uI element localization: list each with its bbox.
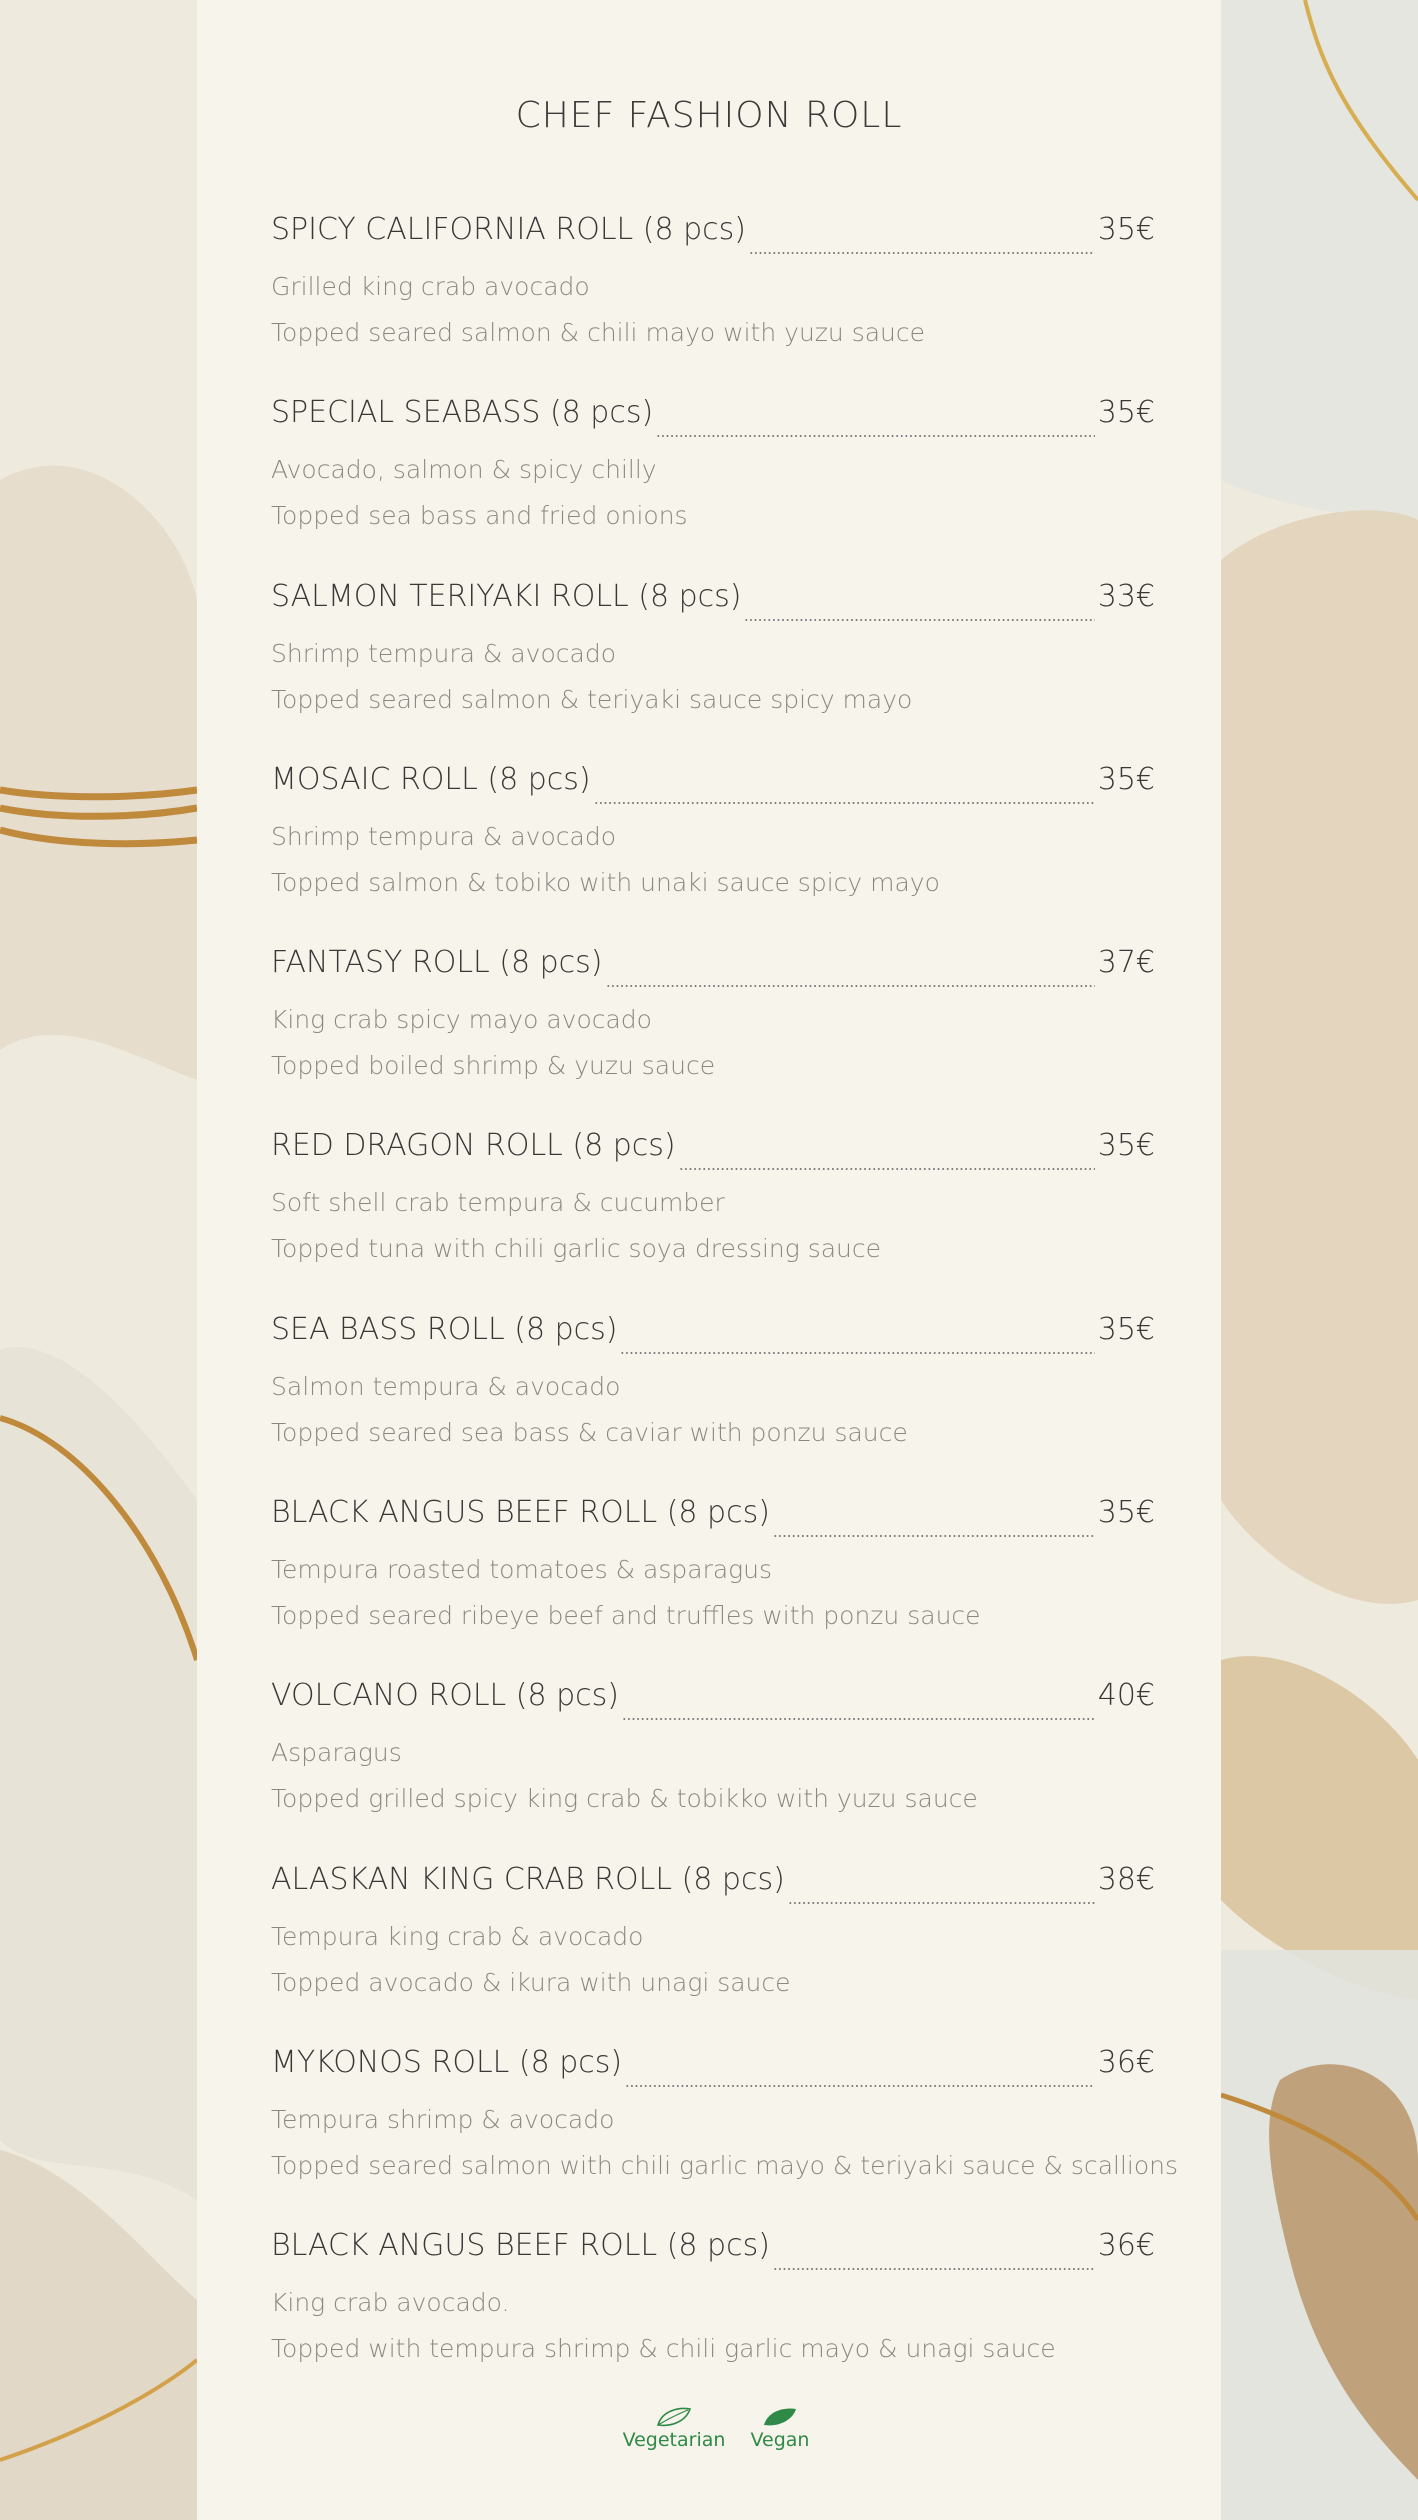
menu-item-filling: Tempura king crab & avocado — [271, 1921, 644, 1951]
menu-item-topping: Topped boiled shrimp & yuzu sauce — [271, 1051, 716, 1081]
menu-title: CHEF FASHION ROLL — [515, 95, 903, 136]
menu-item-price: 36€ — [1097, 2044, 1155, 2080]
dot-leader — [594, 802, 1095, 804]
vegetarian-legend — [620, 2405, 728, 2451]
menu-item-price: 33€ — [1097, 578, 1155, 614]
dot-leader — [744, 619, 1094, 621]
menu-item — [271, 579, 1155, 762]
menu-item — [271, 212, 1155, 395]
menu-item-header — [271, 395, 1155, 447]
menu-item-filling: Grilled king crab avocado — [271, 272, 590, 301]
menu-item-price: 35€ — [1097, 761, 1155, 797]
menu-item-name: SPECIAL SEABASS (8 pcs) — [271, 395, 654, 431]
menu-item-name: ALASKAN KING CRAB ROLL (8 pcs) — [271, 1861, 785, 1897]
menu-item-price: 35€ — [1097, 212, 1155, 247]
dot-leader — [679, 1168, 1095, 1170]
menu-item-price: 37€ — [1097, 945, 1155, 981]
menu-item-filling: Soft shell crab tempura & cucumber — [271, 1188, 725, 1218]
menu-item-topping: Topped seared sea bass & caviar with ponzu sauce — [271, 1417, 908, 1447]
menu-item-header — [271, 1312, 1155, 1364]
menu-item — [271, 1862, 1155, 2045]
menu-item-name: SPICY CALIFORNIA ROLL (8 pcs) — [271, 212, 746, 247]
dot-leader — [773, 2268, 1095, 2270]
dot-leader — [749, 252, 1095, 254]
menu-item-filling: Salmon tempura & avocado — [271, 1371, 621, 1401]
vegan-legend — [740, 2405, 820, 2451]
menu-item-price: 36€ — [1097, 2228, 1155, 2264]
menu-item-filling: King crab spicy mayo avocado — [271, 1005, 652, 1035]
menu-item-header — [271, 1678, 1155, 1730]
menu-item-header — [271, 2045, 1155, 2097]
vegan-leaf-icon — [760, 2405, 800, 2429]
menu-item-topping: Topped salmon & tobiko with unaki sauce spicy mayo — [271, 867, 940, 897]
menu-item — [271, 1678, 1155, 1861]
menu-item — [271, 395, 1155, 578]
menu-item-name: BLACK ANGUS BEEF ROLL (8 pcs) — [271, 2228, 770, 2264]
menu-item-filling: Tempura roasted tomatoes & asparagus — [271, 1555, 773, 1585]
menu-item-topping: Topped with tempura shrimp & chili garlic mayo & unagi sauce — [271, 2334, 1056, 2364]
menu-item-name: BLACK ANGUS BEEF ROLL (8 pcs) — [271, 1495, 770, 1531]
menu-item-header — [271, 579, 1155, 631]
diet-legend — [620, 2405, 820, 2475]
menu-item-header — [271, 945, 1155, 997]
menu-item-topping: Topped grilled spicy king crab & tobikko with yuzu sauce — [271, 1784, 978, 1814]
menu-item-price: 35€ — [1097, 1495, 1155, 1531]
menu-item-price: 35€ — [1097, 1128, 1155, 1164]
dot-leader — [606, 985, 1095, 987]
dot-leader — [625, 2085, 1095, 2087]
menu-item — [271, 762, 1155, 945]
menu-item-topping: Topped sea bass and fried onions — [271, 501, 688, 531]
menu-item — [271, 1312, 1155, 1495]
menu-item-topping: Topped seared ribeye beef and truffles with ponzu sauce — [271, 1601, 981, 1631]
vegetarian-leaf-icon — [654, 2405, 694, 2429]
menu-item-header — [271, 1128, 1155, 1180]
menu-item-price: 35€ — [1097, 1311, 1155, 1347]
menu-item — [271, 1495, 1155, 1678]
menu-item-name: MYKONOS ROLL (8 pcs) — [271, 2044, 623, 2080]
menu-item-name: RED DRAGON ROLL (8 pcs) — [271, 1128, 676, 1164]
dot-leader — [773, 1535, 1095, 1537]
menu-item-header — [271, 1495, 1155, 1547]
menu-item — [271, 1128, 1155, 1311]
dot-leader — [656, 435, 1095, 437]
menu-item-filling: Shrimp tempura & avocado — [271, 821, 616, 851]
menu-item-name: SALMON TERIYAKI ROLL (8 pcs) — [271, 578, 742, 614]
vegetarian-label: Vegetarian — [622, 2429, 726, 2451]
dot-leader — [620, 1352, 1094, 1354]
menu-list — [271, 212, 1179, 2412]
menu-item-topping: Topped seared salmon & chili mayo with yuzu sauce — [271, 318, 926, 347]
menu-item — [271, 2044, 1179, 2228]
dot-leader — [622, 1718, 1095, 1720]
menu-item-price: 35€ — [1097, 395, 1155, 431]
menu-item-name: MOSAIC ROLL (8 pcs) — [271, 761, 591, 797]
menu-item-name: VOLCANO ROLL (8 pcs) — [271, 1678, 620, 1714]
menu-item-filling: Tempura shrimp & avocado — [271, 2104, 615, 2134]
menu-item-topping: Topped avocado & ikura with unagi sauce — [271, 1967, 791, 1997]
menu-item-filling: Asparagus — [271, 1738, 402, 1768]
vegan-label: Vegan — [750, 2429, 810, 2451]
menu-item-topping: Topped seared salmon with chili garlic mayo & teriyaki sauce & scallions — [271, 2150, 1179, 2180]
menu-item-filling: Shrimp tempura & avocado — [271, 638, 616, 668]
menu-item-header — [271, 1862, 1155, 1914]
menu-item-header — [271, 762, 1155, 814]
menu-item — [271, 2228, 1155, 2411]
menu-item-price: 38€ — [1097, 1861, 1155, 1897]
menu-item-name: FANTASY ROLL (8 pcs) — [271, 945, 603, 981]
menu-item-header — [271, 212, 1155, 264]
menu-item — [271, 945, 1155, 1128]
menu-item-name: SEA BASS ROLL (8 pcs) — [271, 1311, 618, 1347]
dot-leader — [788, 1902, 1095, 1904]
menu-item-filling: King crab avocado. — [271, 2288, 510, 2318]
menu-item-filling: Avocado, salmon & spicy chilly — [271, 455, 657, 485]
menu-item-header — [271, 2228, 1155, 2280]
menu-item-topping: Topped tuna with chili garlic soya dressing sauce — [271, 1234, 882, 1264]
menu-item-topping: Topped seared salmon & teriyaki sauce spicy mayo — [271, 684, 913, 714]
menu-item-price: 40€ — [1097, 1678, 1155, 1714]
